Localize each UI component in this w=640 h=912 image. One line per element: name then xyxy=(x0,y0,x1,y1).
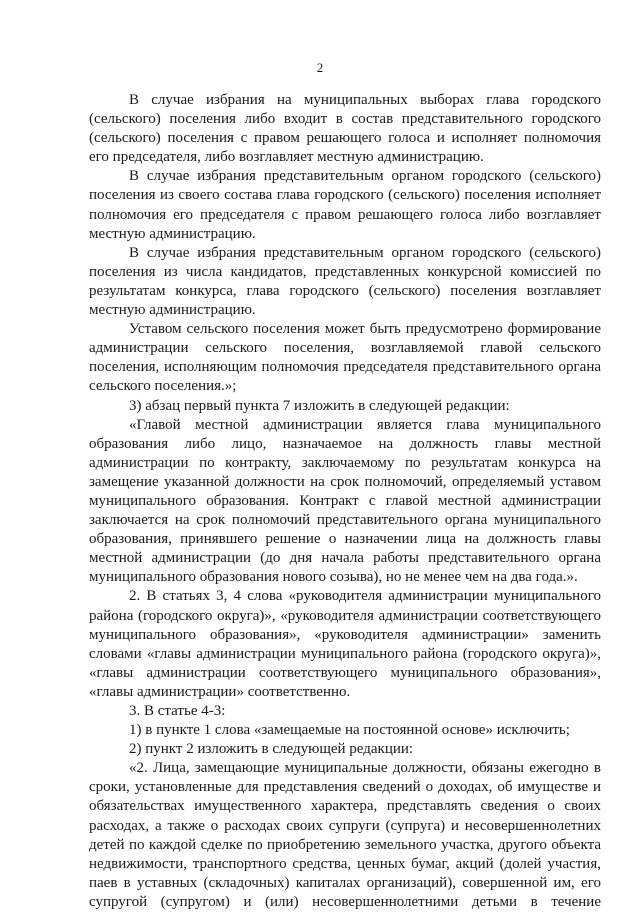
paragraph: 2) пункт 2 изложить в следующей редакции: xyxy=(129,741,414,758)
page-number: 2 xyxy=(316,60,324,75)
paragraph: 1) в пункте 1 слова «замещаемые на постоянной основе» исключить; xyxy=(129,722,570,739)
paragraph: «2. Лица, замещающие муниципальные должности, обязаны ежегодно в сроки, установленные для представления сведений о доходах, об имуществе и обязательствах имущественного характера, представлять сведения о своих расходах, а также о расходах своих супруги (супруга) и несовершеннолетних детей по каждой сделке по приобретению земельного участка, другого объекта недвижимости, транспортного средства, ценных бумаг, акций (долей участия, паев в уставных (складочных) капиталах организаций), совершенной им, его супругой (супругом) и (или) несовершеннолетними детьми в течение xyxy=(89,760,601,910)
paragraph: 2. В статьях 3, 4 слова «руководителя администрации муниципального района (городского округа)», «руководителя администрации соответствующего муниципального образования», «руководителя администрации» заменить словами «главы администрации муниципального района (городского округа)», «главы администрации соответствующего муниципального образования», «главы администрации» соответственно. xyxy=(89,588,601,700)
paragraph: В случае избрания представительным органом городского (сельского) поселения из своего состава глава городского (сельского) поселения исполняет полномочия его председателя с правом решающего голоса либо возглавляет местную администрацию. xyxy=(89,168,601,242)
paragraph: 3. В статье 4-3: xyxy=(129,703,226,719)
paragraph: Уставом сельского поселения может быть предусмотрено формирование администрации сельского поселения, возглавляемой главой сельского поселения, исполняющим полномочия председателя представительного органа сельского поселения.»; xyxy=(89,321,601,395)
paragraph: В случае избрания на муниципальных выборах глава городского (сельского) поселения либо входит в состав представительного городского (сельского) поселения с правом решающего голоса и исполняет полномочия его председателя, либо возглавляет местную администрацию. xyxy=(89,92,601,166)
paragraph: «Главой местной администрации является глава муниципального образования либо лицо, назначаемое на должность главы местной администрации по контракту, заключаемому по результатам конкурса на замещение указанной должности на срок полномочий, определяемый уставом муниципального образования. Контракт с главой местной администрации заключается на срок полномочий представительного органа муниципального образования, принявшего решение о назначении лица на должность главы местной администрации (до дня начала работы представительного органа муниципального образования нового созыва), но не менее чем на два года.». xyxy=(89,416,601,586)
document-body xyxy=(89,91,601,912)
paragraph: 3) абзац первый пункта 7 изложить в следующей редакции: xyxy=(129,397,510,414)
paragraph: В случае избрания представительным органом городского (сельского) поселения из числа кандидатов, представленных конкурсной комиссией по результатам конкурса, глава городского (сельского) поселения возглавляет местную администрацию. xyxy=(89,244,601,319)
